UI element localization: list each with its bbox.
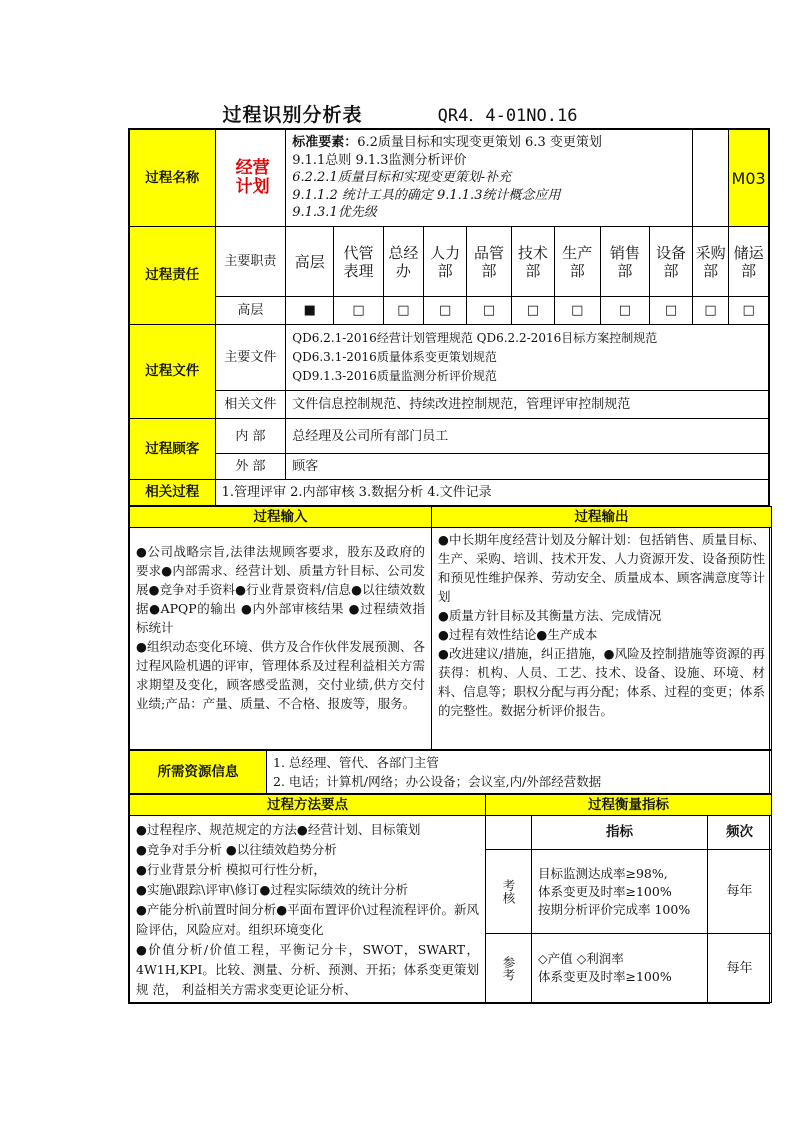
output-head: 过程输出: [432, 507, 772, 528]
method-text: ●过程程序、规范规定的方法●经营计划、目标策划 ●竞争对手分析 ●以往绩效趋势分析 ●行业背景分析 模拟可行性分析， ●实施\跟踪\评审\修订●过程实际绩效的统计分析 ●产能分析\前置时间分析●平面布置评价\过程流程评价。新风险评估，风险应对。组织环境变化 ●价值分析/价值工程，平衡记分卡，SWOT，SWART，4W1H,KPI。比较、测量、分析、预测、开拓；体系变更策划规 范， 利益相关方需求变更论证分析、: [130, 816, 486, 1003]
external-customer-row: [130, 454, 769, 480]
resources-row: [130, 751, 772, 794]
measure-indicator-assess: [532, 850, 708, 934]
resource-line-2: 2. 电话；计算机/网络；办公设备；会议室,内/外部经营数据: [273, 774, 602, 789]
process-name-row: [130, 130, 769, 227]
mark-4: □: [424, 297, 467, 325]
measure-col-row: [130, 816, 772, 850]
main-documents-row: [130, 325, 769, 391]
method-measure-table: [129, 794, 772, 1003]
indicator-col-head: 指标: [532, 816, 708, 850]
process-name-label: 过程名称: [130, 130, 216, 227]
dept-11: 储运部: [729, 227, 769, 297]
responsibility-header-row: [130, 227, 769, 297]
top-table: [129, 129, 769, 506]
related-process-label: 相关过程: [130, 480, 216, 506]
dept-4: 人力部: [424, 227, 467, 297]
mark-2: □: [334, 297, 383, 325]
measure-type-assess: 考核: [486, 850, 532, 934]
main-doc-3: QD9.1.3-2016质量监测分析评价规范: [292, 369, 497, 383]
output-text: ●中长期年度经营计划及分解计划：包括销售、质量目标、生产、采购、培训、技术开发、人力资源开发、设备预防性和预见性维护保养、劳动安全、质量成本、顾客满意度等计划 ●质量方针目标及其衡量方法、完成情况 ●过程有效性结论●生产成本 ●改进建议/措施，纠正措施，●风险及控制措施等资源的再获得：机构、人员、工艺、技术、设备、设施、环境、材料、信息等；职权分配与再分配；体系、过程的变更；体系的完整性。数据分析评价报告。: [432, 528, 772, 750]
responsibility-mark-row: [130, 297, 769, 325]
main-doc-2: QD6.3.1-2016质量体系变更策划规范: [292, 350, 497, 364]
internal-customer-row: [130, 419, 769, 454]
input-head: 过程输入: [130, 507, 432, 528]
dept-1: 高层: [286, 227, 334, 297]
resource-line-1: 1. 总经理、管代、各部门主管: [273, 755, 439, 770]
external-label: 外 部: [215, 454, 286, 480]
row-label-senior: 高层: [215, 297, 286, 325]
mark-1: ■: [286, 297, 334, 325]
mark-11: □: [729, 297, 769, 325]
internal-value: 总经理及公司所有部门员工: [286, 419, 769, 454]
std-line-2: 9.1.1总则 9.1.3监测分析评价: [292, 152, 467, 168]
spacer-cell: [692, 130, 728, 227]
documents-label: 过程文件: [130, 325, 216, 419]
mark-7: □: [554, 297, 600, 325]
standard-elements: [286, 130, 693, 227]
measure-type-head: [486, 816, 532, 850]
dept-6: 技术部: [512, 227, 555, 297]
resources-table: [129, 750, 772, 794]
mark-6: □: [512, 297, 555, 325]
internal-label: 内 部: [215, 419, 286, 454]
dept-9: 设备部: [650, 227, 693, 297]
dept-5: 品管部: [467, 227, 512, 297]
measure-type-reference: 参考: [486, 934, 532, 1003]
main-documents-label: 主要文件: [215, 325, 286, 391]
measure-head: 过程衡量指标: [486, 795, 772, 816]
resources-value: [267, 751, 772, 794]
dept-2: 代管表理: [334, 227, 383, 297]
responsibility-label: 过程责任: [130, 227, 216, 325]
process-identification-sheet: [128, 128, 770, 1004]
measure-indicator-reference: [532, 934, 708, 1003]
std-line-4: 9.1.1.2 统计工具的确定 9.1.1.3统计概念应用: [292, 187, 561, 203]
method-head: 过程方法要点: [130, 795, 486, 816]
dept-3: 总经办: [383, 227, 424, 297]
frequency-col-head: 频次: [708, 816, 772, 850]
responsibility-corner: 主要职责: [215, 227, 286, 297]
main-doc-1: QD6.2.1-2016经营计划管理规范 QD6.2.2-2016目标方案控制规范: [292, 331, 658, 345]
reference-line-2: 体系变更及时率≥100%: [538, 969, 672, 985]
customers-label: 过程顾客: [130, 419, 216, 480]
form-code: QR4．4-01NO.16: [437, 106, 578, 126]
input-text: ●公司战略宗旨,法律法规顾客要求，股东及政府的要求●内部需求、经营计划、质量方针目标、公司发展●竞争对手资料●行业背景资料/信息●以往绩效数据●APQP的输出 ●内外部审核结果 ●过程绩效指标统计 ●组织动态变化环境、供方及合作伙伴发展预测、各过程风险机遇的评审，管理体系及过程利益相关方需求期望及变化，顾客感受监测，交付业绩,供方交付业绩;产品：产量、质量、不合格、报废等，服务。: [130, 528, 432, 750]
assess-line-1: 目标监测达成率≥98%,: [538, 865, 668, 881]
assess-line-3: 按期分析评价完成率 100%: [538, 901, 691, 917]
measure-freq-reference: 每年: [708, 934, 772, 1003]
resources-label: 所需资源信息: [130, 751, 267, 794]
method-head-row: [130, 795, 772, 816]
dept-7: 生产部: [554, 227, 600, 297]
related-process-row: [130, 480, 769, 506]
mark-3: □: [383, 297, 424, 325]
main-documents-list: [286, 325, 769, 391]
related-documents-label: 相关文件: [215, 391, 286, 419]
dept-8: 销售部: [600, 227, 649, 297]
mark-9: □: [650, 297, 693, 325]
mark-10: □: [692, 297, 728, 325]
io-table: [129, 506, 772, 750]
page-title: 过程识别分析表: [222, 104, 363, 126]
related-process-value: 1.管理评审 2.内部审核 3.数据分析 4.文件记录: [215, 480, 768, 506]
io-head-row: [130, 507, 772, 528]
std-prefix: 标准要素：: [292, 135, 358, 150]
external-value: 顾客: [286, 454, 769, 480]
measure-freq-assess: 每年: [708, 850, 772, 934]
io-body-row: [130, 528, 772, 750]
std-line-5: 9.1.3.1优先级: [292, 205, 377, 220]
dept-10: 采购部: [692, 227, 728, 297]
reference-line-1: ◇产值 ◇利润率: [538, 951, 624, 967]
mark-5: □: [467, 297, 512, 325]
std-line-3: 6.2.2.1质量目标和实现变更策划-补充: [292, 170, 512, 185]
assess-line-2: 体系变更及时率≥100%: [538, 883, 672, 899]
process-code: M03: [729, 130, 769, 227]
related-documents-row: [130, 391, 769, 419]
process-name-value: 经营 计划: [215, 130, 286, 227]
mark-8: □: [600, 297, 649, 325]
related-documents-value: 文件信息控制规范、持续改进控制规范，管理评审控制规范: [286, 391, 769, 419]
std-line-1: 6.2质量目标和实现变更策划 6.3 变更策划: [357, 135, 602, 150]
document-title: [0, 100, 800, 127]
